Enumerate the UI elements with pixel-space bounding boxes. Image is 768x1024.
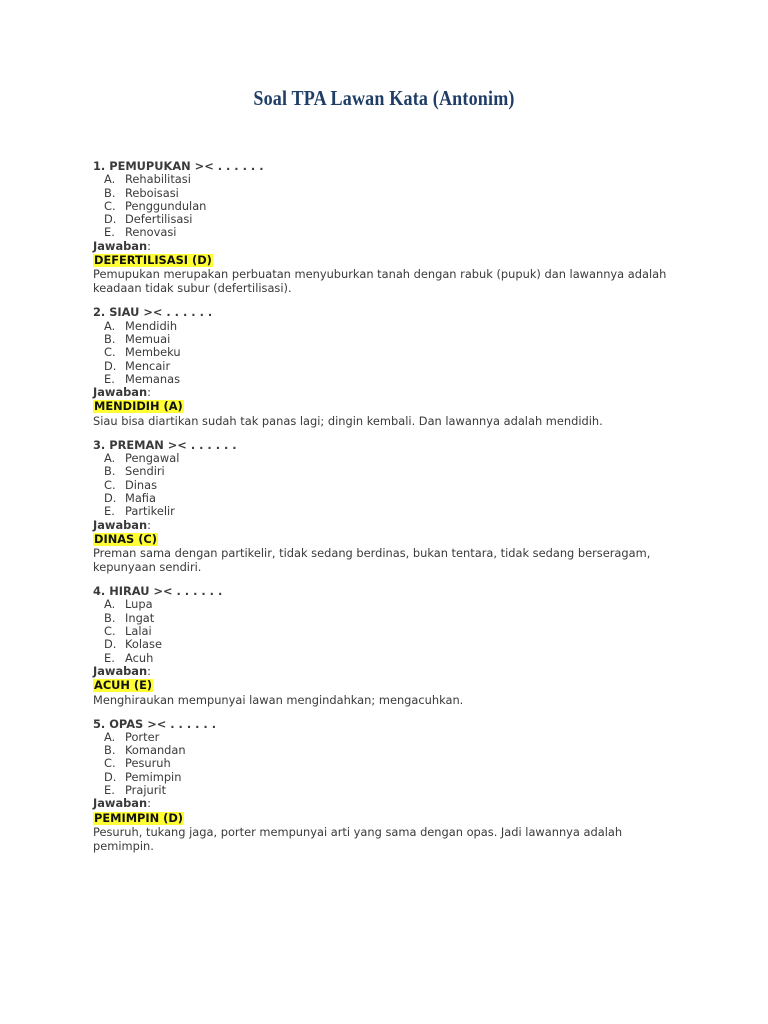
answer-option: C. Membeku: [104, 345, 181, 360]
answer-option: D. Mafia: [104, 490, 156, 505]
answer-option: E. Prajurit: [104, 782, 167, 797]
answer-option: C. Lalai: [104, 624, 152, 639]
answer-option: C. Pesuruh: [104, 756, 171, 771]
jawaban-label: Jawaban:: [93, 796, 151, 811]
answer-explanation: Pesuruh, tukang jaga, porter mempunyai arti yang sama dengan opas. Jadi lawannya adalah pemimpin.: [93, 824, 623, 853]
jawaban-label: Jawaban:: [93, 385, 151, 400]
question-4: [93, 585, 683, 706]
answer-option: B. Memuai: [104, 331, 171, 346]
answer-option: E. Renovasi: [104, 225, 177, 240]
question-5: [93, 718, 683, 853]
question-2: [93, 306, 683, 427]
answer-option: D. Defertilisasi: [104, 212, 193, 227]
question-3: [93, 439, 683, 574]
answer-option: E. Partikelir: [104, 504, 175, 519]
answer-option: E. Acuh: [104, 650, 154, 665]
question-heading: 2. SIAU >< . . . . . .: [93, 305, 213, 320]
answer-highlight: ACUH (E): [94, 678, 153, 693]
answer-option: A. Porter: [104, 729, 160, 744]
answer-option: B. Komandan: [104, 743, 186, 758]
answer-option: A. Rehabilitasi: [104, 172, 191, 187]
answer-highlight: DINAS (C): [94, 531, 157, 546]
answer-explanation: Siau bisa diartikan sudah tak panas lagi; dingin kembali. Dan lawannya adalah mendidih.: [93, 413, 603, 428]
answer-option: C. Penggundulan: [104, 198, 207, 213]
answer-highlight: MENDIDIH (A): [94, 399, 183, 414]
question-heading: 1. PEMUPUKAN >< . . . . . .: [93, 159, 264, 173]
question-heading: 4. HIRAU >< . . . . . .: [93, 584, 223, 599]
jawaban-label: Jawaban:: [93, 517, 151, 532]
answer-option: B. Sendiri: [104, 464, 165, 479]
page-title: Soal TPA Lawan Kata (Antonim): [253, 86, 515, 110]
question-heading: 3. PREMAN >< . . . . . .: [93, 437, 237, 452]
answer-option: B. Reboisasi: [104, 185, 179, 200]
question-list: [93, 160, 683, 853]
answer-explanation: Preman sama dengan partikelir, tidak sedang berdinas, bukan tentara, tidak sedang berseragam, kepunyaan sendiri.: [93, 546, 651, 575]
answer-option: C. Dinas: [104, 477, 158, 492]
answer-explanation: Menghiraukan mempunyai lawan mengindahkan; mengacuhkan.: [93, 692, 464, 707]
answer-highlight: DEFERTILISASI (D): [94, 253, 212, 268]
answer-option: B. Ingat: [104, 610, 155, 625]
answer-option: E. Memanas: [104, 371, 181, 386]
answer-explanation: Pemupukan merupakan perbuatan menyuburkan tanah dengan rabuk (pupuk) dan lawannya adalah keadaan tidak subur (defertilisasi).: [93, 267, 667, 296]
jawaban-label: Jawaban:: [93, 238, 151, 253]
answer-option: D. Kolase: [104, 637, 162, 652]
answer-option: D. Mencair: [104, 358, 171, 373]
question-heading: 5. OPAS >< . . . . . .: [93, 716, 217, 731]
answer-option: A. Pengawal: [104, 451, 180, 466]
answer-option: A. Mendidih: [104, 318, 178, 333]
jawaban-label: Jawaban:: [93, 663, 151, 678]
question-1: [93, 160, 683, 295]
answer-option: A. Lupa: [104, 597, 153, 612]
answer-highlight: PEMIMPIN (D): [94, 810, 183, 825]
answer-option: D. Pemimpin: [104, 769, 182, 784]
